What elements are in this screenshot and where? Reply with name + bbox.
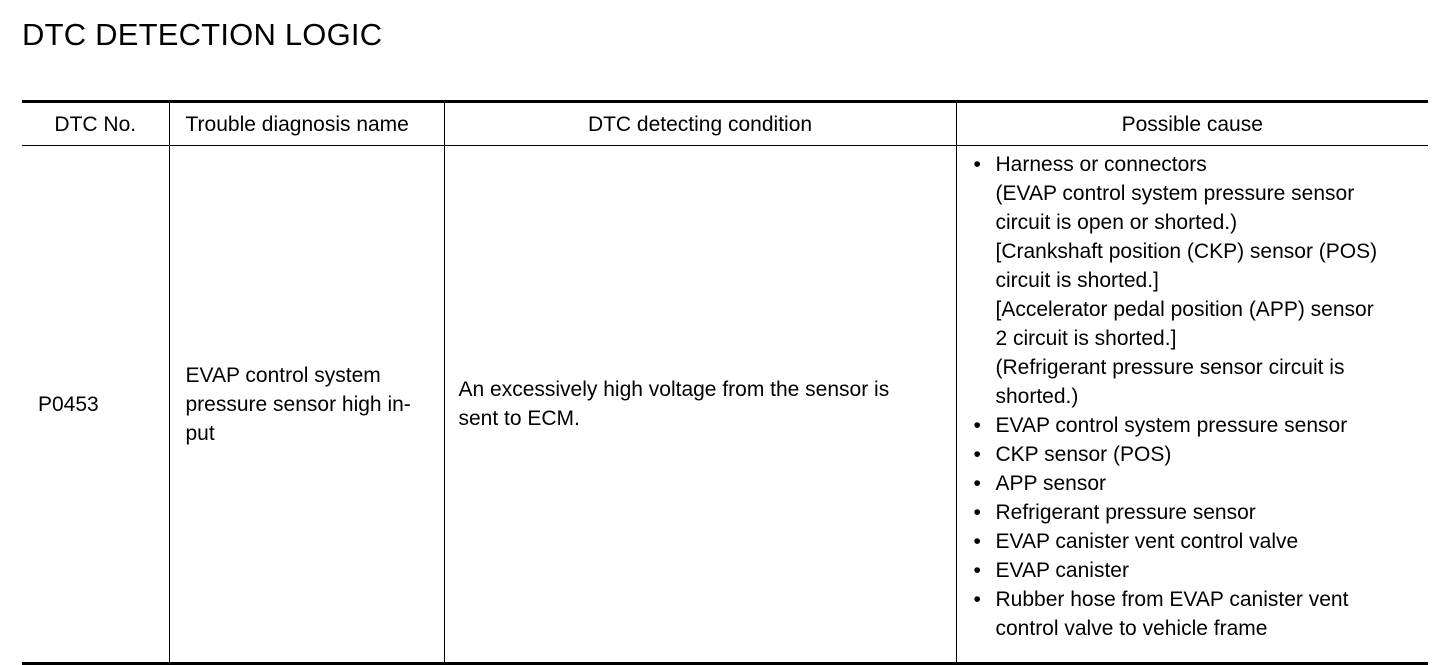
dtc-detection-table <box>22 100 1428 665</box>
cause-line: Refrigerant pressure sensor <box>995 501 1256 524</box>
bullet-icon: • <box>973 472 981 495</box>
cause-item <box>973 411 1429 440</box>
header-trouble-diagnosis-name: Trouble diagnosis name <box>169 102 444 146</box>
cause-line: circuit is shorted.] <box>995 269 1159 292</box>
cause-line: control valve to vehicle frame <box>995 617 1268 640</box>
name-line: pressure sensor high in- <box>185 392 411 416</box>
cause-line: [Crankshaft position (CKP) sensor (POS) <box>995 240 1378 263</box>
cause-line: (Refrigerant pressure sensor circuit is <box>995 356 1345 379</box>
header-dtc-no: DTC No. <box>22 102 169 146</box>
cause-item <box>973 498 1429 527</box>
cell-dtc-no: P0453 <box>22 146 169 664</box>
cause-item <box>973 527 1429 556</box>
cause-line: circuit is open or shorted.) <box>995 211 1238 234</box>
cause-line: shorted.) <box>995 385 1079 408</box>
cause-item <box>973 585 1429 643</box>
bullet-icon: • <box>973 443 981 466</box>
bullet-icon: • <box>973 153 981 176</box>
cause-line: Rubber hose from EVAP canister vent <box>995 588 1349 611</box>
bullet-icon: • <box>973 530 981 553</box>
page-title: DTC DETECTION LOGIC <box>22 17 383 52</box>
cell-possible-cause <box>956 146 1428 664</box>
cause-line: 2 circuit is shorted.] <box>995 327 1177 350</box>
table-header-row <box>22 102 1428 146</box>
cause-line: (EVAP control system pressure sensor <box>995 182 1355 205</box>
cause-line: EVAP canister <box>995 559 1129 582</box>
cause-line: CKP sensor (POS) <box>995 443 1172 466</box>
cause-item <box>973 150 1429 411</box>
header-possible-cause: Possible cause <box>956 102 1428 146</box>
bullet-icon: • <box>973 501 981 524</box>
bullet-icon: • <box>973 414 981 437</box>
condition-line: sent to ECM. <box>458 407 580 430</box>
cause-line: EVAP control system pressure sensor <box>995 414 1348 437</box>
bullet-icon: • <box>973 559 981 582</box>
table-row <box>22 146 1428 664</box>
cell-trouble-diagnosis-name <box>169 146 444 664</box>
cause-line: EVAP canister vent control valve <box>995 530 1299 553</box>
cause-line: [Accelerator pedal position (APP) sensor <box>995 298 1374 321</box>
cause-item <box>973 440 1429 469</box>
cause-line: Harness or connectors <box>995 153 1207 176</box>
possible-cause-list <box>957 150 1429 643</box>
name-line: put <box>185 421 215 445</box>
condition-line: An excessively high voltage from the sensor is <box>458 378 890 401</box>
bullet-icon: • <box>973 588 981 611</box>
header-dtc-detecting-condition: DTC detecting condition <box>444 102 956 146</box>
cause-line: APP sensor <box>995 472 1107 495</box>
cause-item <box>973 469 1429 498</box>
name-line: EVAP control system <box>185 363 381 387</box>
cause-item <box>973 556 1429 585</box>
cell-dtc-detecting-condition <box>444 146 956 664</box>
